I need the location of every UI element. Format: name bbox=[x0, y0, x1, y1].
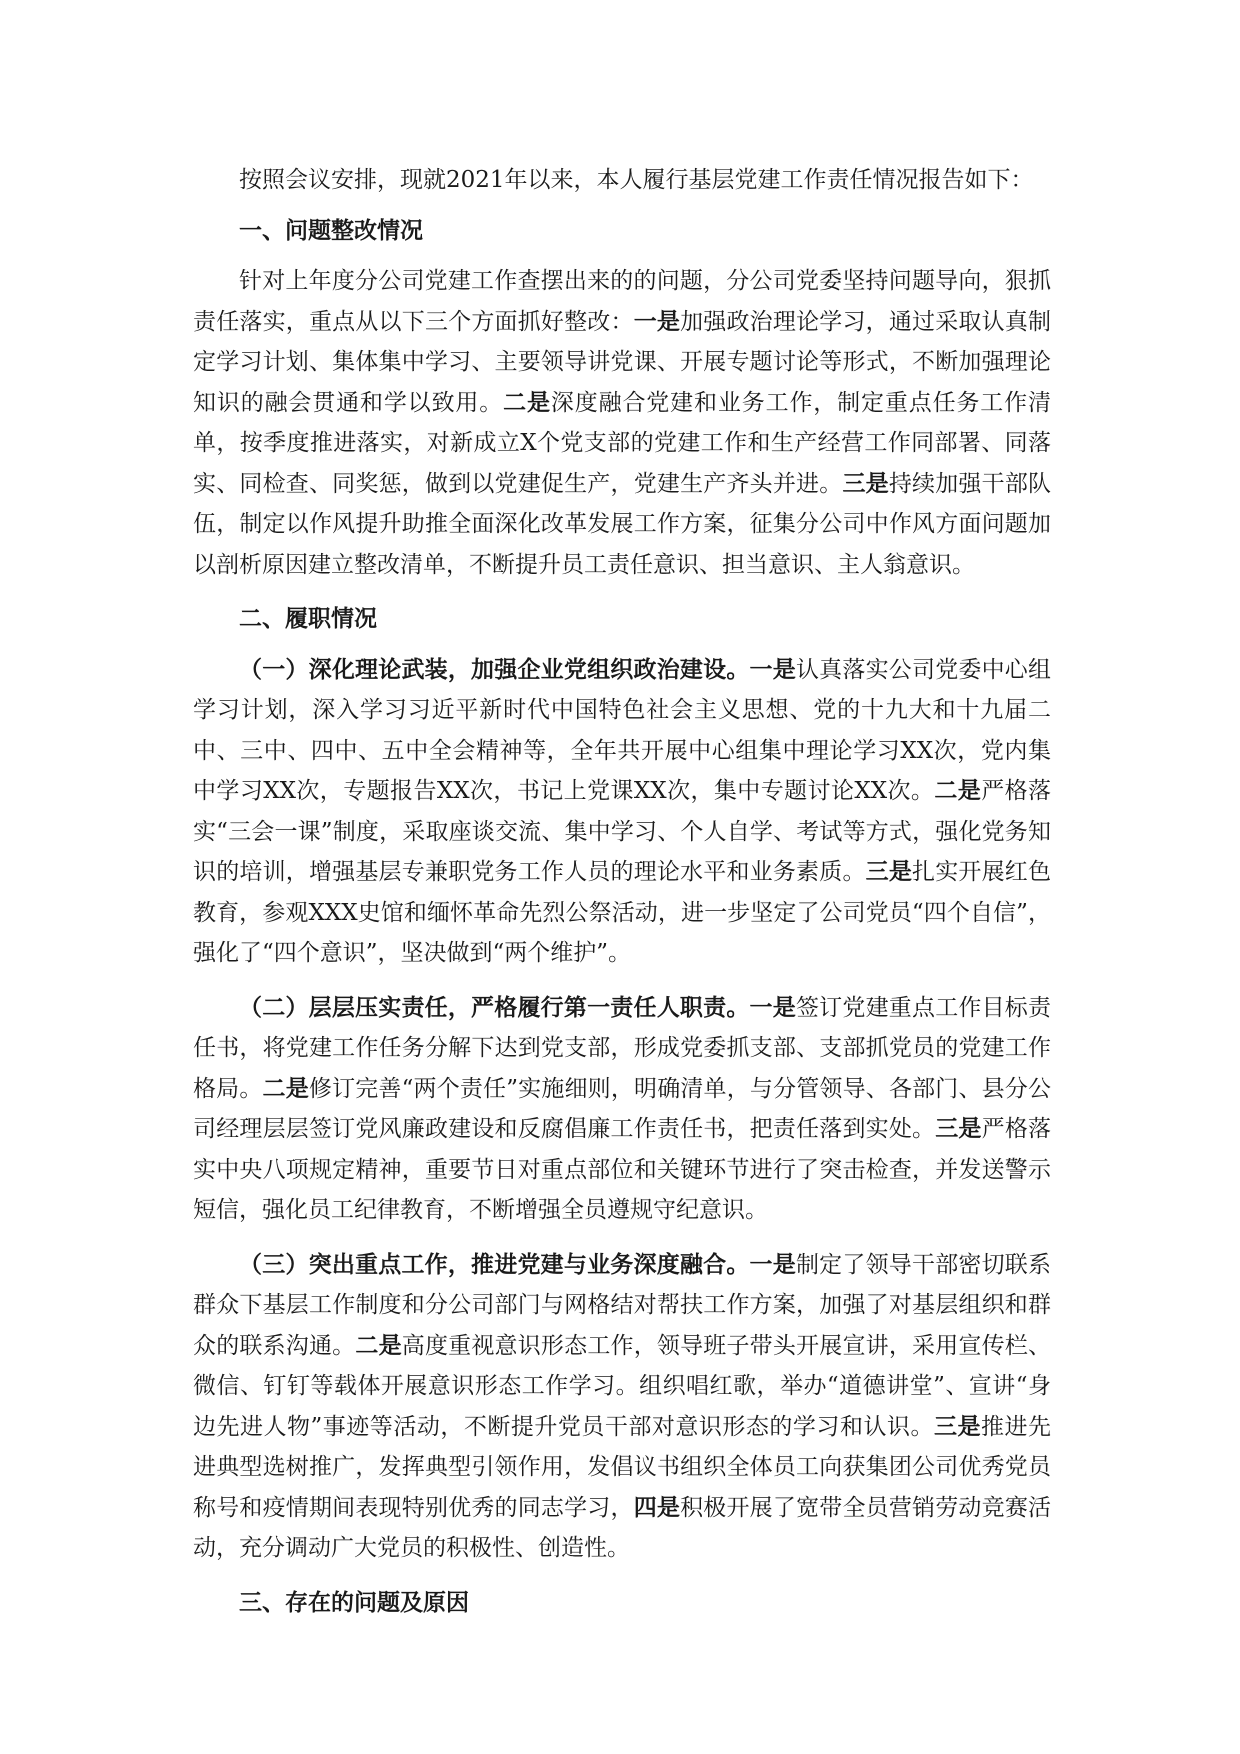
body-text: 严格落实“三会一课”制度，采取座谈交流、集中学习、个人自学、考试等方式，强化党务知识的培训，增强基层专兼职党务工作人员的理论水平和业务素质。 bbox=[193, 778, 1052, 885]
body-text: 深度融合党建和业务工作，制定重点任务工作清单，按季度推进落实，对新成立X个党支部的党建工作和生产经营工作同部署、同落实、同检查、同奖惩，做到以党建促生产，党建生产齐头并进。 bbox=[193, 389, 1052, 497]
bold-lead-text: 二是 bbox=[355, 1331, 402, 1359]
body-text: 认真落实公司党委中心组学习计划，深入学习习近平新时代中国特色社会主义思想、党的十九大和十九届二中、三中、四中、五中全会精神等，全年共开展中心组集中理论学习XX次，党内集中学习XX次，专题报告XX次，书记上党课XX次，集中专题讨论XX次。 bbox=[193, 656, 1052, 804]
body-text: 针对上年度分公司党建工作查摆出来的的问题，分公司党委坚持问题导向，狠抓责任落实，重点从以下三个方面抓好整改： bbox=[193, 268, 1051, 335]
section2-paragraph-1 bbox=[193, 650, 1051, 974]
bold-lead-text: 四是 bbox=[633, 1493, 681, 1521]
body-text: 签订党建重点工作目标责任书，将党建工作任务分解下达到党支部，形成党委抓支部、支部抓党员的党建工作格局。 bbox=[193, 994, 1052, 1102]
bold-lead-text: 二是 bbox=[934, 777, 982, 804]
document-body bbox=[193, 160, 1051, 1623]
section-heading-3: 三、存在的问题及原因 bbox=[239, 1588, 469, 1616]
body-text: 推进先进典型选树推广，发挥典型引领作用，发倡议书组织全体员工向获集团公司优秀党员称号和疫情期间表现特别优秀的同志学习， bbox=[193, 1413, 1051, 1521]
bold-lead-text: 二是 bbox=[503, 388, 551, 416]
bold-lead-text: （二）层层压实责任，严格履行第一责任人职责。一是 bbox=[239, 993, 796, 1021]
bold-lead-text: 二是 bbox=[262, 1074, 309, 1102]
bold-lead-text: 三是 bbox=[935, 1115, 982, 1142]
section1-paragraph bbox=[193, 261, 1051, 585]
body-text: 严格落实中央八项规定精神，重要节日对重点部位和关键环节进行了突击检查，并发送警示短信，强化员工纪律教育，不断增强全员遵规守纪意识。 bbox=[193, 1116, 1052, 1223]
section2-paragraph-3 bbox=[193, 1245, 1051, 1569]
body-text: 积极开展了宽带全员营销劳动竞赛活动，充分调动广大党员的积极性、创造性。 bbox=[193, 1494, 1052, 1561]
bold-lead-text: 三是 bbox=[842, 469, 889, 497]
section-heading-2: 二、履职情况 bbox=[239, 605, 377, 632]
section2-paragraph-2 bbox=[193, 988, 1051, 1231]
bold-lead-text: 一是 bbox=[633, 307, 681, 335]
body-text: 扎实开展红色教育，参观XXX史馆和缅怀革命先烈公祭活动，进一步坚定了公司党员“四个自信”，强化了“四个意识”，坚决做到“两个维护”。 bbox=[193, 859, 1052, 966]
bold-lead-text: （一）深化理论武装，加强企业党组织政治建设。一是 bbox=[239, 655, 796, 683]
intro-paragraph: 按照会议安排，现就2021年以来，本人履行基层党建工作责任情况报告如下： bbox=[239, 167, 1034, 193]
body-text: 持续加强干部队伍，制定以作风提升助推全面深化改革发展工作方案，征集分公司中作风方面问题加以剖析原因建立整改清单，不断提升员工责任意识、担当意识、主人翁意识。 bbox=[193, 470, 1052, 578]
body-text: 制定了领导干部密切联系群众下基层工作制度和分公司部门与网格结对帮扶工作方案，加强了对基层组织和群众的联系沟通。 bbox=[193, 1251, 1052, 1359]
body-text: 加强政治理论学习，通过采取认真制定学习计划、集体集中学习、主要领导讲党课、开展专题讨论等形式，不断加强理论知识的融会贯通和学以致用。 bbox=[193, 308, 1052, 416]
bold-lead-text: （三）突出重点工作，推进党建与业务深度融合。一是 bbox=[239, 1250, 796, 1278]
body-text: 修订完善“两个责任”实施细则，明确清单，与分管领导、各部门、县分公司经理层层签订党风廉政建设和反腐倡廉工作责任书，把责任落到实处。 bbox=[193, 1075, 1052, 1142]
bold-lead-text: 三是 bbox=[865, 858, 913, 885]
body-text: 高度重视意识形态工作，领导班子带头开展宣讲，采用宣传栏、微信、钉钉等载体开展意识形态工作学习。组织唱红歌，举办“道德讲堂”、宣讲“身边先进人物”事迹等活动，不断提升党员干部对意识形态的学习和认识。 bbox=[193, 1332, 1052, 1440]
bold-lead-text: 三是 bbox=[933, 1412, 981, 1440]
section-heading-1: 一、问题整改情况 bbox=[239, 216, 423, 244]
